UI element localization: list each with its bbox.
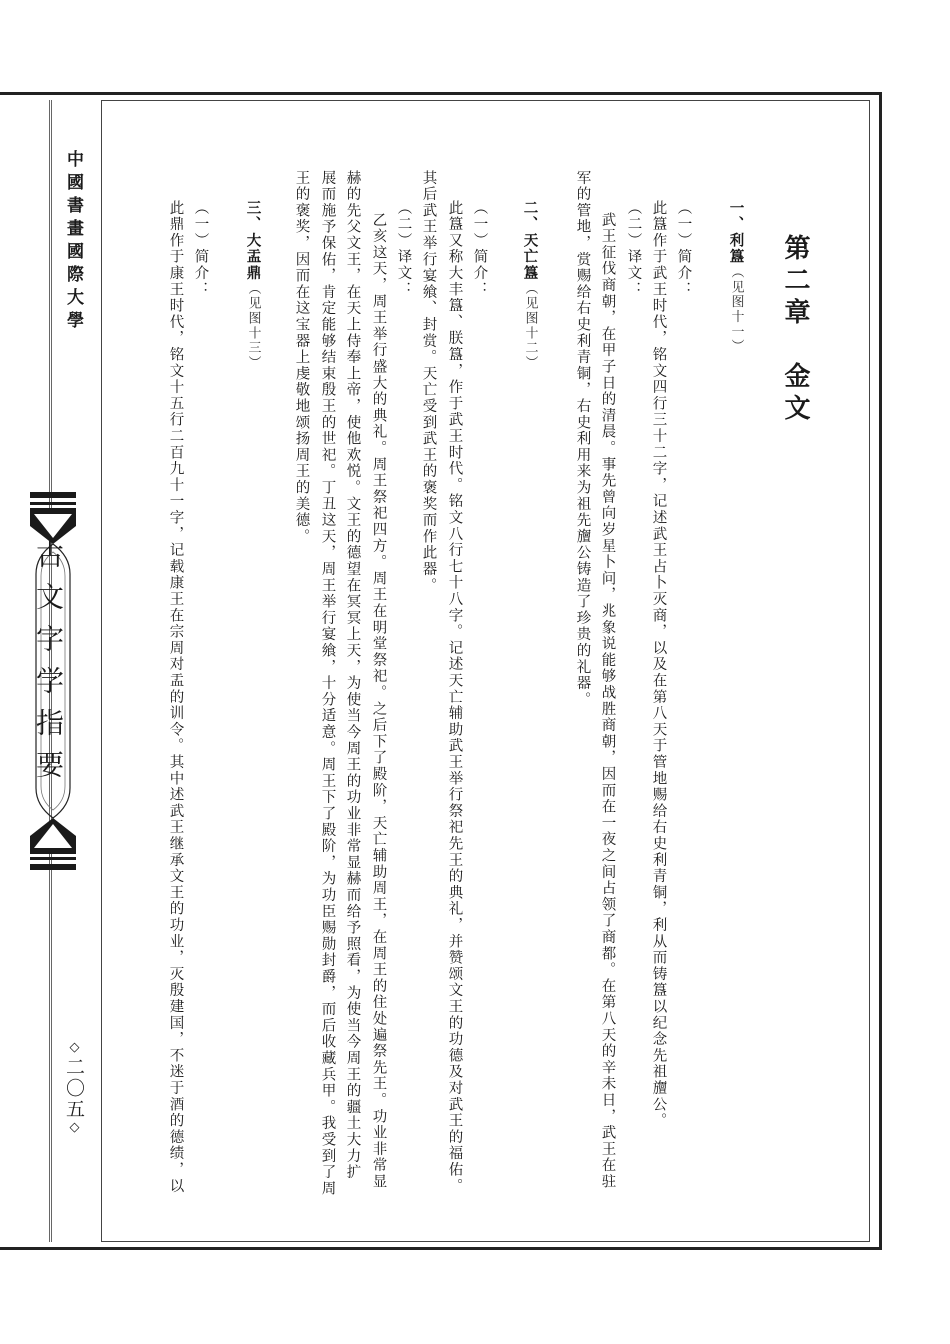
figure-reference: （见图十二） xyxy=(522,281,538,371)
section-heading xyxy=(522,200,537,370)
text-line: 军的管地，赏赐给右史利青铜，右史利用来为祖先旜公铸造了珍贵的礼器。 xyxy=(574,170,591,708)
text-line: 乙亥这天，周王举行盛大的典礼。周王祭祀四方。周王在明堂祭祀。之后下了殿阶，天亡辅助周王，在周王的住处遍祭先王。功业非常显 xyxy=(370,212,387,1190)
text-line: （一）简介： xyxy=(471,200,488,298)
chapter-title: 第二章 金文 xyxy=(780,234,810,426)
section-title: 二、天亡簋 xyxy=(521,200,539,282)
diamond-icon: ◇ xyxy=(67,1040,82,1057)
page-number-block xyxy=(64,1040,83,1137)
text-line: 武王征伐商朝，在甲子日的清晨。事先曾向岁星卜问，兆象说能够战胜商朝，因而在一夜之间占领了商都。在第八天的辛未日，武王在驻 xyxy=(599,212,616,1190)
text-line: 赫的先父文王，在天上侍奉上帝，使他欢悦。文王的德望在冥冥上天，为使当今周王的功业非常显赫而给予照看，为使当今周王的疆土大力扩 xyxy=(344,170,361,1181)
page-number: 二〇五 xyxy=(63,1057,85,1120)
text-line: 王的褒奖，因而在这宝器上虔敬地颂扬周王的美德。 xyxy=(293,170,310,545)
figure-reference: （见图十三） xyxy=(245,281,261,371)
text-line: （一）简介： xyxy=(675,200,692,298)
figure-reference: （见图十一） xyxy=(728,265,744,355)
section-title: 一、利簋 xyxy=(727,200,745,266)
text-line: 此簋作于武王时代，铭文四行三十二字，记述武王占卜灭商，以及在第八天于管地赐给右史利青铜，利从而铸簋以纪念先祖旜公。 xyxy=(650,200,667,1130)
text-line: （二）译文： xyxy=(625,200,642,298)
section-heading xyxy=(728,200,743,354)
book-title: 古文字学指要 xyxy=(32,540,65,792)
text-line: 其后武王举行宴飨、封赏。天亡受到武王的褒奖而作此器。 xyxy=(420,170,437,594)
school-name: 中國書畫國際大學 xyxy=(63,150,83,334)
section-title: 三、大盂鼎 xyxy=(244,200,262,282)
text-line: （二）译文： xyxy=(395,200,412,298)
text-line: 此簋又称大丰簋、朕簋，作于武王时代。铭文八行七十八字。记述天亡辅助武王举行祭祀先王的典礼，并赞颂文王的功德及对武王的福佑。 xyxy=(446,200,463,1195)
text-line: 此鼎作于康王时代，铭文十五行二百九十一字，记载康王在宗周对盂的训令。其中述武王继承文王的功业，灭殷建国，不迷于酒的德绩，以 xyxy=(167,200,184,1195)
text-line: 展而施予保佑，肯定能够结束殷王的世祀。丁丑这天，周王举行宴飨，十分适意。周王下了殿阶，为功臣赐勋封爵，而后收藏兵甲。我受到了周 xyxy=(319,170,336,1197)
diamond-icon: ◇ xyxy=(67,1120,82,1137)
section-heading xyxy=(245,200,260,370)
text-line: （一）简介： xyxy=(192,200,209,298)
